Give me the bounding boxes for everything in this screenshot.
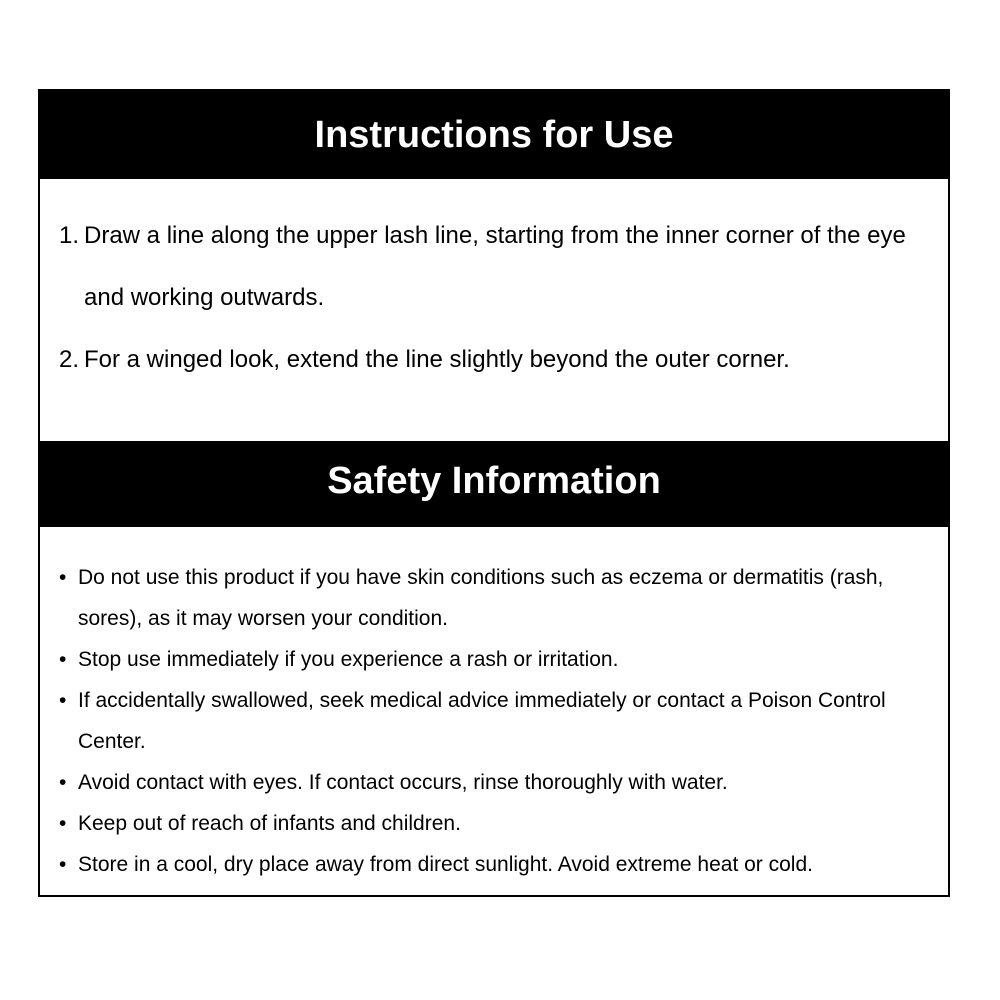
bullet-icon: • — [59, 853, 67, 876]
safety-item — [40, 557, 950, 639]
instructions-list — [40, 179, 948, 441]
safety-item — [40, 762, 950, 803]
step-number: 2. — [59, 346, 80, 373]
bullet-icon: • — [59, 689, 67, 712]
bullet-icon: • — [59, 648, 67, 671]
safety-item-text: Keep out of reach of infants and children. — [78, 812, 461, 835]
bullet-icon: • — [59, 812, 67, 835]
instructions-panel — [38, 89, 950, 897]
instruction-step — [40, 329, 950, 391]
safety-item-text: Avoid contact with eyes. If contact occurs, rinse thoroughly with water. — [78, 771, 728, 794]
safety-item-text: Stop use immediately if you experience a rash or irritation. — [78, 648, 619, 671]
safety-item — [40, 803, 950, 844]
safety-title: Safety Information — [40, 441, 948, 527]
safety-item-text: Store in a cool, dry place away from direct sunlight. Avoid extreme heat or cold. — [78, 853, 813, 876]
safety-item — [40, 844, 950, 885]
safety-list — [40, 527, 948, 885]
step-text: Draw a line along the upper lash line, starting from the inner corner of the eye and working outwards. — [84, 222, 906, 311]
instruction-step — [40, 205, 950, 329]
bullet-icon: • — [59, 771, 67, 794]
instructions-title: Instructions for Use — [40, 91, 948, 179]
safety-item — [40, 639, 950, 680]
safety-item-text: Do not use this product if you have skin conditions such as eczema or dermatitis (rash, sores), as it may worsen your condition. — [78, 566, 884, 630]
safety-item — [40, 680, 950, 762]
step-number: 1. — [59, 222, 80, 249]
step-text: For a winged look, extend the line slightly beyond the outer corner. — [84, 346, 790, 373]
bullet-icon: • — [59, 566, 67, 589]
safety-item-text: If accidentally swallowed, seek medical advice immediately or contact a Poison Control Center. — [78, 689, 886, 753]
